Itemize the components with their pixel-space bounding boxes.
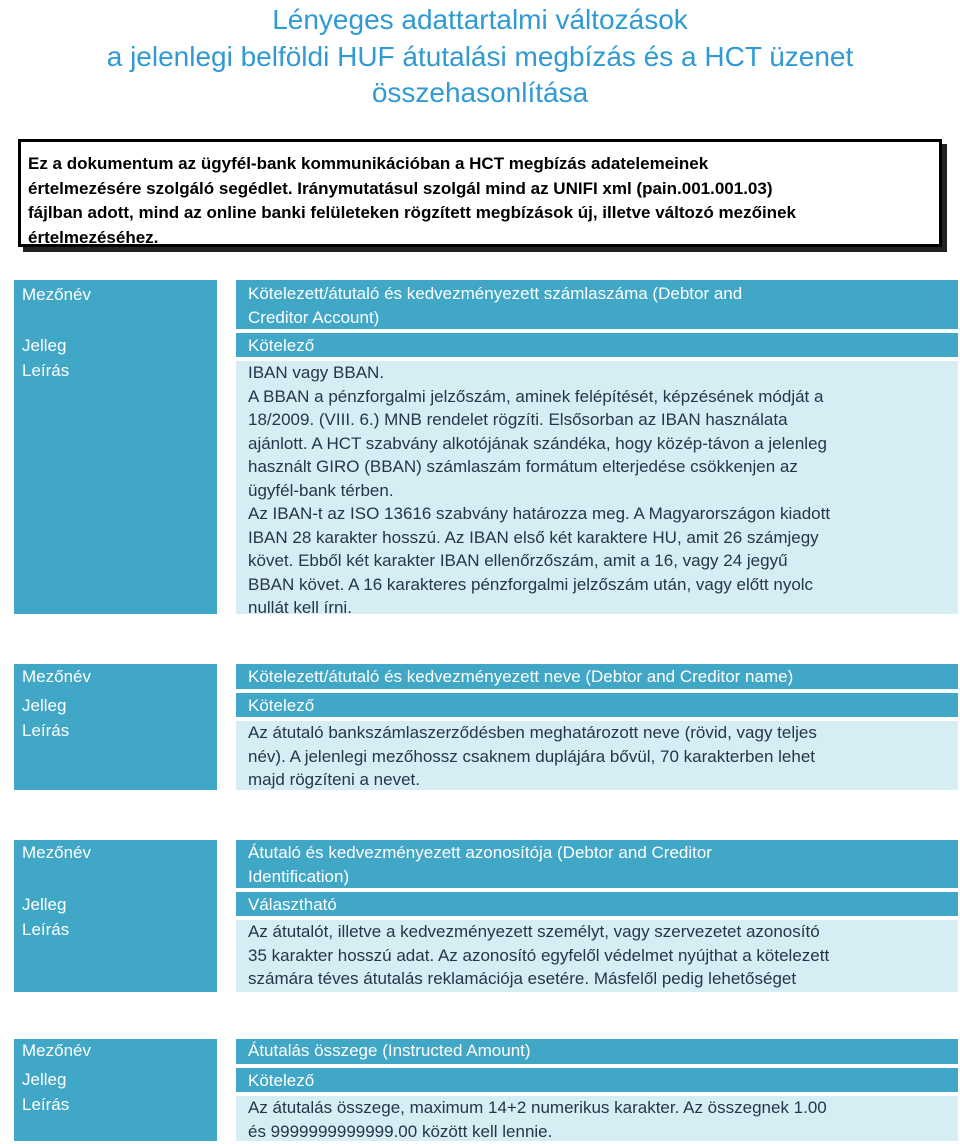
description-line: Az IBAN-t az ISO 13616 szabvány határozza meg. A Magyarországon kiadott xyxy=(248,504,831,523)
label-field-name: Mezőnév xyxy=(22,667,91,686)
field-name-line: Identification) xyxy=(248,866,350,886)
description-line: ajánlott. A HCT szabvány alkotójának szándéka, hogy közép-távon a jelenleg xyxy=(248,433,827,453)
description-line: 35 karakter hosszú adat. Az azonosító egyfelől védelmet nyújthat a kötelezett xyxy=(248,945,830,965)
description-line: IBAN vagy BBAN. xyxy=(248,363,385,382)
label-field-name: Mezőnév xyxy=(22,1041,91,1060)
description-line: követ. Ebből két karakter IBAN ellenőrzőszám, amit a 16, vagy 24 jegyű xyxy=(248,551,788,570)
type-value: Kötelező xyxy=(248,696,315,715)
field-name-text xyxy=(248,1039,531,1063)
field-name-text xyxy=(248,841,712,888)
description-line: és 9999999999999.00 között kell lennie. xyxy=(248,1121,553,1141)
description-line: A BBAN a pénzforgalmi jelzőszám, aminek felépítését, képzésének módját a xyxy=(248,386,824,406)
description-line: számára téves átutalás reklamációja esetére. Másfelől pedig lehetőséget xyxy=(248,969,797,988)
title-line-2: a jelenlegi belföldi HUF átutalási megbízás és a HCT üzenet xyxy=(106,40,854,72)
label-type: Jelleg xyxy=(22,895,67,914)
field-name-line: Kötelezett/átutaló és kedvezményezett számlaszáma (Debtor and xyxy=(248,284,743,303)
description-band xyxy=(236,920,958,992)
description-band xyxy=(236,361,958,617)
description-line: használt GIRO (BBAN) számlaszám formátum elterjedése csökkenjen az xyxy=(248,457,798,476)
field-name-line: Átutaló és kedvezményezett azonosítója (Debtor and Creditor xyxy=(248,843,712,862)
description-line: Az átutalás összege, maximum 14+2 numerikus karakter. Az összegnek 1.00 xyxy=(248,1098,827,1117)
description-line: IBAN 28 karakter hosszú. Az IBAN első két karaktere HU, amit 26 számjegy xyxy=(248,527,819,547)
field-name-band xyxy=(236,664,958,689)
type-value: Kötelező xyxy=(248,1071,315,1090)
field-section-instructed-amount xyxy=(14,1039,943,1141)
field-section-debtor-creditor-account xyxy=(14,280,943,617)
description-line: nullát kell írni. xyxy=(248,598,352,617)
label-description: Leírás xyxy=(22,721,70,740)
description-line: ügyfél-bank térben. xyxy=(248,480,394,500)
description-band xyxy=(236,1096,958,1141)
field-name-text xyxy=(248,282,742,329)
title-line-1: Lényeges adattartalmi változások xyxy=(272,4,688,35)
label-column xyxy=(14,840,217,992)
field-name-band xyxy=(236,1039,958,1064)
type-band xyxy=(236,693,958,717)
intro-line-4: értelmezéséhez. xyxy=(28,227,159,247)
label-description: Leírás xyxy=(22,1095,70,1114)
description-text xyxy=(248,1096,827,1143)
field-name-line: Creditor Account) xyxy=(248,307,380,327)
description-text xyxy=(248,721,817,792)
document-title xyxy=(0,2,960,112)
type-value: Kötelező xyxy=(248,336,315,355)
field-name-band xyxy=(236,280,958,329)
intro-line-3: fájlban adott, mind az online banki felületeken rögzített megbízások új, illetve változó mezőinek xyxy=(28,203,796,222)
intro-line-2: értelmezésére szolgáló segédlet. Iránymutatásul szolgál mind az UNIFI xml (pain.001.001.03) xyxy=(28,178,773,198)
label-field-name: Mezőnév xyxy=(22,285,91,304)
description-text xyxy=(248,361,830,620)
description-line: 18/2009. (VIII. 6.) MNB rendelet rögzíti. Elsősorban az IBAN használata xyxy=(248,410,788,429)
intro-box xyxy=(18,139,942,247)
type-band xyxy=(236,333,958,357)
label-field-name: Mezőnév xyxy=(22,843,91,862)
field-section-debtor-creditor-identification xyxy=(14,840,943,992)
type-band xyxy=(236,892,958,916)
intro-line-1: Ez a dokumentum az ügyfél-bank kommunikációban a HCT megbízás adatelemeinek xyxy=(28,154,709,173)
description-text xyxy=(248,920,829,991)
description-line: Az átutalót, illetve a kedvezményezett személyt, vagy szervezetet azonosító xyxy=(248,922,820,941)
title-line-3: összehasonlítása xyxy=(371,77,589,108)
label-description: Leírás xyxy=(22,920,70,939)
description-line: majd rögzíteni a nevet. xyxy=(248,770,420,789)
field-name-band xyxy=(236,840,958,888)
label-type: Jelleg xyxy=(22,336,67,355)
label-type: Jelleg xyxy=(22,696,67,715)
description-line: név). A jelenlegi mezőhossz csaknem duplájára bővül, 70 karakterben lehet xyxy=(248,746,816,766)
description-line: Az átutaló bankszámlaszerződésben meghatározott neve (rövid, vagy teljes xyxy=(248,723,817,742)
label-description: Leírás xyxy=(22,361,70,380)
description-band xyxy=(236,721,958,790)
description-line: BBAN követ. A 16 karakteres pénzforgalmi jelzőszám után, vagy előtt nyolc xyxy=(248,574,814,594)
type-band xyxy=(236,1068,958,1092)
label-column xyxy=(14,280,217,614)
label-type: Jelleg xyxy=(22,1070,67,1089)
label-column xyxy=(14,1039,217,1141)
field-name-line: Kötelezett/átutaló és kedvezményezett neve (Debtor and Creditor name) xyxy=(248,667,794,686)
field-name-text xyxy=(248,665,793,689)
field-name-line: Átutalás összege (Instructed Amount) xyxy=(248,1041,531,1060)
field-section-debtor-creditor-name xyxy=(14,664,943,790)
label-column xyxy=(14,664,217,790)
type-value: Választható xyxy=(248,895,337,914)
